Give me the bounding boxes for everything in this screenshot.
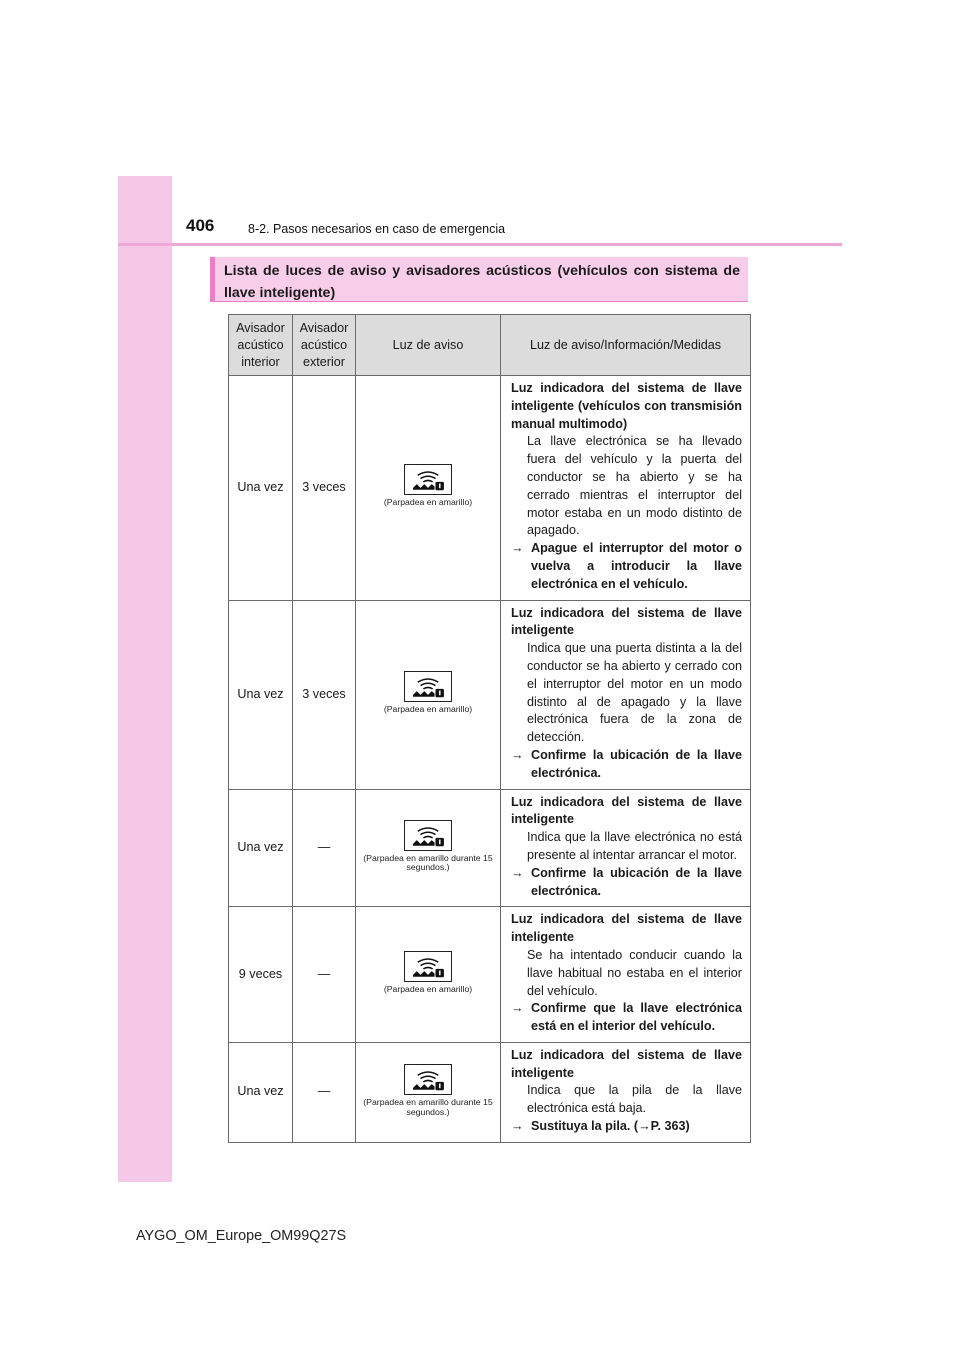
action-text: Confirme que la llave electrónica está en el interior del vehículo.	[531, 1001, 742, 1034]
table-row	[229, 600, 751, 789]
light-caption: (Parpadea en amarillo durante 15 segundos.)	[363, 852, 493, 873]
desc-title: Luz indicadora del sistema de llave inteligente	[511, 605, 742, 638]
light-caption: (Parpadea en amarillo)	[383, 497, 473, 508]
warning-light-cell	[356, 376, 501, 601]
footer-doc-id: AYGO_OM_Europe_OM99Q27S	[136, 1228, 347, 1244]
exterior-buzzer-cell: 3 veces	[293, 600, 356, 789]
column-header-light: Luz de aviso	[356, 315, 501, 376]
action-text: Apague el interruptor del motor o vuelva a introducir la llave electrónica en el vehículo.	[531, 541, 742, 591]
exterior-buzzer-cell: —	[293, 907, 356, 1043]
desc-action	[511, 540, 742, 593]
side-band	[118, 176, 172, 1182]
desc-title: Luz indicadora del sistema de llave inteligente	[511, 912, 742, 945]
desc-body: La llave electrónica se ha llevado fuera del vehículo y la puerta del conductor se ha abierto y se ha cerrado mientras el interruptor del motor estaba en un modo distinto de apagado.	[527, 434, 742, 538]
desc-body: Indica que la pila de la llave electrónica está baja.	[527, 1083, 742, 1116]
exterior-buzzer-cell: —	[293, 1042, 356, 1142]
warning-light-cell	[356, 600, 501, 789]
interior-buzzer-cell: 9 veces	[229, 907, 293, 1043]
table-row	[229, 789, 751, 907]
warning-light-cell	[356, 1042, 501, 1142]
smart-key-warning-icon	[404, 1064, 452, 1095]
table-header-row	[229, 315, 751, 376]
interior-buzzer-cell: Una vez	[229, 1042, 293, 1142]
light-caption: (Parpadea en amarillo durante 15 segundos.)	[363, 1097, 493, 1117]
action-text: Confirme la ubicación de la llave electrónica.	[531, 865, 742, 898]
arrow-icon: →	[511, 1119, 524, 1134]
arrow-icon: →	[511, 1001, 524, 1016]
info-cell	[501, 907, 751, 1043]
column-header-exterior: Avisador acústico exterior	[293, 315, 356, 376]
light-caption: (Parpadea en amarillo)	[383, 704, 473, 715]
info-cell	[501, 600, 751, 789]
action-text: Sustituya la pila. (→P. 363)	[531, 1119, 690, 1134]
section-heading: Lista de luces de aviso y avisadores acústicos (vehículos con sistema de llave inteligente)	[210, 257, 748, 302]
info-cell	[501, 789, 751, 907]
info-cell	[501, 1042, 751, 1142]
column-header-info: Luz de aviso/Información/Medidas	[501, 315, 751, 376]
desc-title: Luz indicadora del sistema de llave inteligente	[511, 794, 742, 827]
light-caption: (Parpadea en amarillo)	[383, 984, 473, 995]
table-row	[229, 1042, 751, 1142]
table-row	[229, 907, 751, 1043]
arrow-icon: →	[511, 865, 524, 880]
section-title: 8-2. Pasos necesarios en caso de emergencia	[248, 222, 506, 236]
smart-key-warning-icon	[404, 671, 452, 702]
smart-key-warning-icon	[404, 951, 452, 982]
arrow-icon: →	[511, 747, 524, 762]
warning-light-cell	[356, 789, 501, 907]
interior-buzzer-cell: Una vez	[229, 789, 293, 907]
desc-action	[511, 1000, 742, 1036]
desc-action	[511, 865, 742, 901]
warning-table	[228, 314, 751, 1143]
warning-light-cell	[356, 907, 501, 1043]
exterior-buzzer-cell: 3 veces	[293, 376, 356, 601]
desc-title: Luz indicadora del sistema de llave inteligente (vehículos con transmisión manual multimodo)	[511, 381, 742, 431]
action-text: Confirme la ubicación de la llave electrónica.	[531, 747, 742, 780]
info-cell	[501, 376, 751, 601]
interior-buzzer-cell: Una vez	[229, 600, 293, 789]
desc-action	[511, 747, 742, 783]
desc-body: Se ha intentado conducir cuando la llave habitual no estaba en el interior del vehículo.	[527, 947, 742, 998]
smart-key-warning-icon	[404, 464, 452, 495]
arrow-icon: →	[511, 541, 524, 556]
smart-key-warning-icon	[404, 820, 452, 851]
page-number: 406	[186, 216, 215, 235]
exterior-buzzer-cell: —	[293, 789, 356, 907]
header-rule	[118, 243, 842, 246]
table-row	[229, 376, 751, 601]
desc-action	[511, 1118, 742, 1136]
desc-body: Indica que una puerta distinta a la del conductor se ha abierto y cerrado con el interruptor del motor en un modo distinto al de apagado y la llave electrónica fuera de la zona de detección.	[527, 641, 742, 745]
interior-buzzer-cell: Una vez	[229, 376, 293, 601]
column-header-interior: Avisador acústico interior	[229, 315, 293, 376]
desc-title: Luz indicadora del sistema de llave inteligente	[511, 1047, 742, 1080]
desc-body: Indica que la llave electrónica no está presente al intentar arrancar el motor.	[527, 830, 742, 862]
